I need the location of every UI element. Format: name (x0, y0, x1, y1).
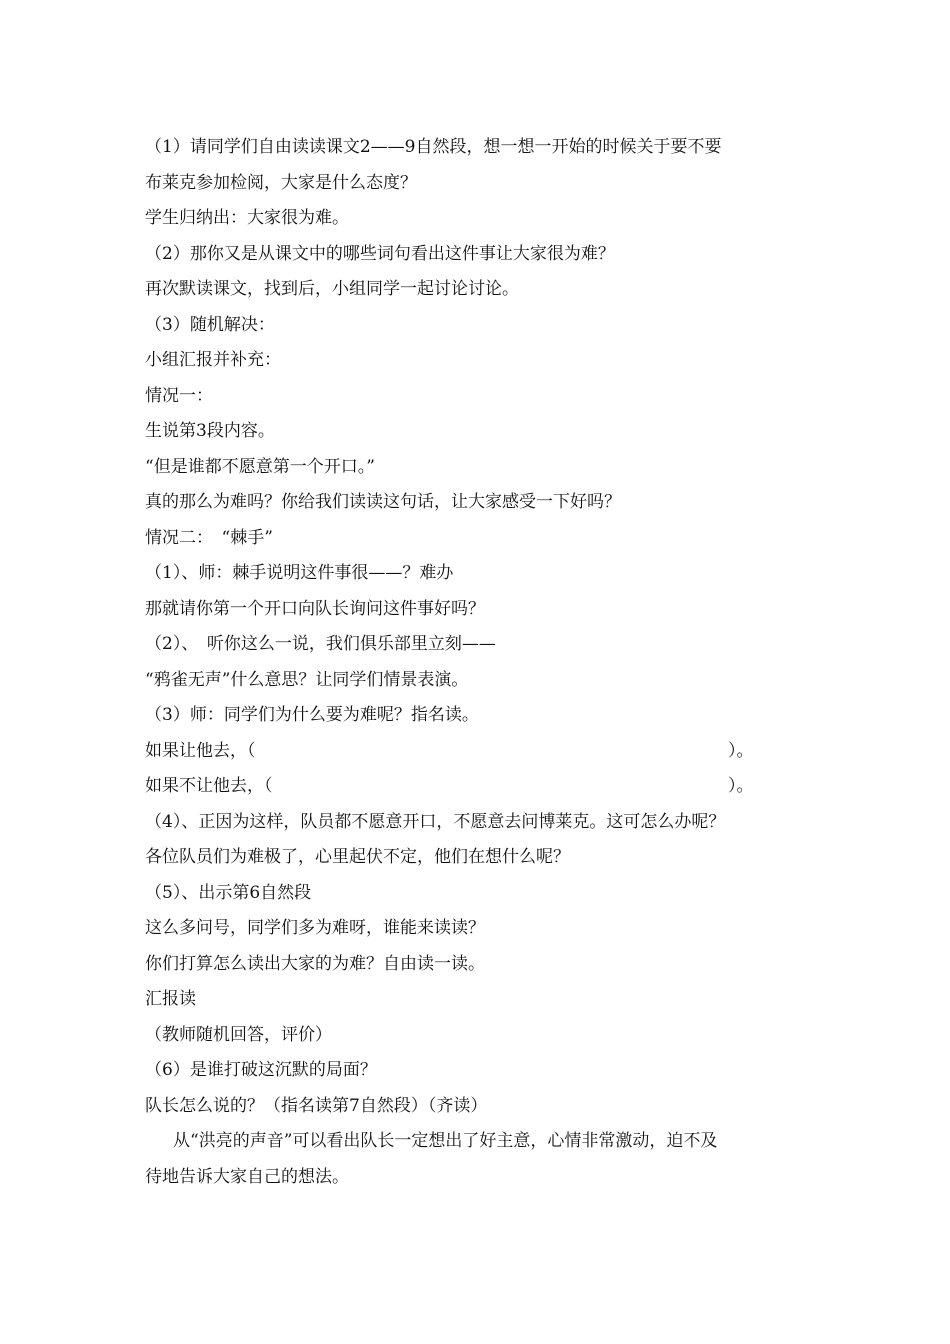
text-line: （教师随机回答，评价） (145, 1024, 332, 1045)
paragraph-line: 从“洪亮的声音”可以看出队长一定想出了好主意，心情非常激动，迫不及 (173, 1131, 718, 1151)
document-page (145, 130, 810, 1195)
text-line: 小组汇报并补充： (145, 350, 281, 370)
paragraph-line: 待地告诉大家自己的想法。 (145, 1166, 349, 1187)
text-line: 队长怎么说的？（指名读第7自然段）（齐读） (145, 1095, 488, 1116)
text-line: 你们打算怎么读出大家的为难？自由读一读。 (145, 953, 485, 974)
text-line: （1）、师：棘手说明这件事很——？难办 (145, 563, 454, 583)
text-line: 情况一： (145, 385, 213, 406)
text-line: 各位队员们为难极了，心里起伏不定，他们在想什么呢？ (145, 847, 570, 867)
fill-blank-row (145, 734, 810, 770)
text-line: （2）那你又是从课文中的哪些词句看出这件事让大家很为难？ (145, 243, 615, 264)
fill-blank-label: 如果不让他去，（ (145, 776, 273, 796)
text-line: 情况二： “棘手” (145, 527, 273, 548)
fill-blank-label: 如果让他去，（ (145, 740, 256, 761)
text-line: （3）师：同学们为什么要为难呢？指名读。 (145, 705, 479, 725)
text-line: （6）是谁打破这沉默的局面？ (145, 1060, 377, 1080)
text-line: 生说第3段内容。 (145, 421, 275, 441)
fill-blank-close: ）。 (728, 776, 754, 796)
text-line: 真的那么为难吗？你给我们读读这句话，让大家感受一下好吗？ (145, 492, 621, 512)
text-line: 学生归纳出：大家很为难。 (145, 208, 349, 228)
text-line: （5）、出示第6自然段 (145, 882, 312, 903)
text-line: （2）、 听你这么一说，我们俱乐部里立刻—— (145, 634, 496, 654)
text-line: （4）、正因为这样，队员都不愿意开口，不愿意去问博莱克。这可怎么办呢？ (145, 811, 726, 832)
text-line: 再次默读课文，找到后，小组同学一起讨论讨论。 (145, 279, 519, 299)
fill-blank-close: ）。 (728, 740, 754, 761)
fill-blank-row (145, 769, 810, 805)
text-line: 布莱克参加检阅，大家是什么态度？ (145, 172, 417, 193)
text-line: 这么多问号，同学们多为难呀，谁能来读读？ (145, 918, 485, 938)
text-line: 那就请你第一个开口向队长询问这件事好吗？ (145, 598, 485, 619)
text-line: “但是谁都不愿意第一个开口。” (145, 456, 375, 477)
text-line: 汇报读 (145, 989, 196, 1009)
text-line: “鸦雀无声”什么意思？让同学们情景表演。 (145, 669, 469, 690)
text-line: （1）请同学们自由读读课文2——9自然段，想一想一开始的时候关于要不要 (145, 137, 722, 157)
text-line: （3）随机解决： (145, 314, 275, 335)
